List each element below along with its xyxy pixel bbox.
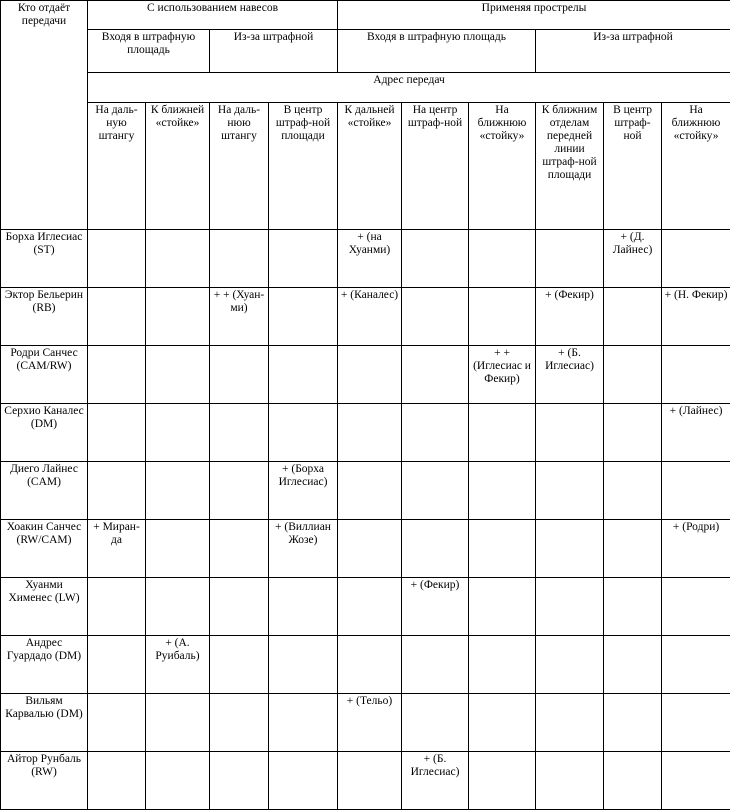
pass-cell — [269, 694, 338, 752]
table-row — [1, 288, 730, 346]
pass-cell: + (Б. Иглесиас) — [536, 346, 604, 404]
pass-cell — [210, 578, 269, 636]
pass-cell — [536, 230, 604, 288]
pass-cell — [146, 694, 210, 752]
pass-cell — [88, 694, 146, 752]
table-row — [1, 578, 730, 636]
table-row — [1, 230, 730, 288]
pass-cell — [604, 636, 662, 694]
pass-cell — [402, 346, 469, 404]
table-row — [1, 520, 730, 578]
pass-cell — [604, 462, 662, 520]
pass-cell: + (на Хуанми) — [338, 230, 402, 288]
pass-cell — [402, 404, 469, 462]
header-who: Кто отдаёт передачи — [1, 1, 88, 230]
pass-cell — [662, 578, 730, 636]
table-row — [1, 404, 730, 462]
pass-cell — [146, 346, 210, 404]
pass-cell: + (Тельо) — [338, 694, 402, 752]
pass-cell — [536, 462, 604, 520]
header-cross-outside: Из-за штрафной — [210, 30, 338, 73]
pass-cell — [338, 520, 402, 578]
pass-cell: + + (Иглесиас и Фекир) — [469, 346, 536, 404]
pass-cell — [469, 404, 536, 462]
pass-cell — [210, 636, 269, 694]
pass-cell — [469, 636, 536, 694]
pass-cell — [604, 288, 662, 346]
column-header: В центр штраф-ной — [604, 103, 662, 230]
player-name: Вильям Карвалью (DM) — [1, 694, 88, 752]
player-name: Андрес Гуардадо (DM) — [1, 636, 88, 694]
pass-cell: + (А. Руибаль) — [146, 636, 210, 694]
pass-cell — [662, 230, 730, 288]
pass-cell — [88, 578, 146, 636]
player-name: Диего Лайнес (CAM) — [1, 462, 88, 520]
player-name: Родри Санчес (CAM/RW) — [1, 346, 88, 404]
player-name: Серхио Каналес (DM) — [1, 404, 88, 462]
header-through-outside: Из-за штрафной — [536, 30, 730, 73]
pass-cell: + (Фекир) — [402, 578, 469, 636]
pass-cell — [536, 694, 604, 752]
pass-cell: + Миран-да — [88, 520, 146, 578]
pass-cell — [269, 288, 338, 346]
table-row — [1, 694, 730, 752]
pass-cell — [402, 636, 469, 694]
pass-cell — [210, 462, 269, 520]
pass-cell: + (Борха Иглесиас) — [269, 462, 338, 520]
pass-cell: + (Каналес) — [338, 288, 402, 346]
pass-cell — [402, 230, 469, 288]
pass-cell — [536, 636, 604, 694]
pass-cell — [146, 520, 210, 578]
table-row — [1, 346, 730, 404]
pass-cell: + (Родри) — [662, 520, 730, 578]
column-header: На центр штраф-ной — [402, 103, 469, 230]
pass-cell — [662, 346, 730, 404]
pass-cell — [146, 288, 210, 346]
column-header: На даль-ную штангу — [88, 103, 146, 230]
header-address: Адрес передач — [88, 73, 730, 103]
pass-cell: + (Фекир) — [536, 288, 604, 346]
table-body — [1, 230, 730, 810]
pass-cell — [402, 520, 469, 578]
pass-cell — [604, 520, 662, 578]
pass-cell: + (Виллиан Жозе) — [269, 520, 338, 578]
pass-cell — [88, 404, 146, 462]
header-crosses: С использованием навесов — [88, 1, 338, 30]
pass-cell — [604, 346, 662, 404]
pass-cell — [469, 520, 536, 578]
header-through-in-box: Входя в штрафную площадь — [338, 30, 536, 73]
pass-cell — [210, 404, 269, 462]
pass-cell — [146, 404, 210, 462]
pass-cell — [338, 346, 402, 404]
pass-cell — [338, 462, 402, 520]
pass-cell — [338, 578, 402, 636]
pass-cell — [604, 578, 662, 636]
pass-cell — [269, 404, 338, 462]
pass-cell — [662, 694, 730, 752]
player-name: Борха Иглесиас (ST) — [1, 230, 88, 288]
pass-cell: + (Б. Иглесиас) — [402, 752, 469, 810]
column-header: К ближним отделам передней линии штраф-ной площади — [536, 103, 604, 230]
pass-cell — [604, 694, 662, 752]
pass-cell — [269, 636, 338, 694]
pass-cell — [469, 230, 536, 288]
pass-cell — [402, 288, 469, 346]
pass-cell — [662, 636, 730, 694]
pass-cell — [604, 404, 662, 462]
pass-cell — [88, 636, 146, 694]
column-header: К дальней «стойке» — [338, 103, 402, 230]
pass-cell — [269, 578, 338, 636]
pass-cell — [88, 462, 146, 520]
table-row — [1, 636, 730, 694]
pass-cell — [536, 520, 604, 578]
column-header: К ближней «стойке» — [146, 103, 210, 230]
column-header: На ближнюю «стойку» — [662, 103, 730, 230]
pass-cell: + (Лайнес) — [662, 404, 730, 462]
pass-cell — [210, 520, 269, 578]
pass-cell: + + (Хуан-ми) — [210, 288, 269, 346]
pass-cell — [536, 404, 604, 462]
table-row — [1, 462, 730, 520]
pass-cell — [88, 230, 146, 288]
pass-cell — [469, 288, 536, 346]
pass-cell — [469, 462, 536, 520]
pass-cell — [210, 230, 269, 288]
pass-cell — [146, 578, 210, 636]
pass-cell: + (Д. Лайнес) — [604, 230, 662, 288]
pass-cell — [402, 694, 469, 752]
pass-cell — [402, 462, 469, 520]
column-header: На даль-нюю штангу — [210, 103, 269, 230]
pass-cell — [269, 230, 338, 288]
pass-cell — [146, 462, 210, 520]
pass-cell: + (Н. Фекир) — [662, 288, 730, 346]
player-name: Эктор Бельерин (RB) — [1, 288, 88, 346]
column-header: В центр штраф-ной площади — [269, 103, 338, 230]
pass-cell — [536, 578, 604, 636]
pass-cell — [469, 694, 536, 752]
pass-cell — [338, 404, 402, 462]
pass-cell — [338, 636, 402, 694]
player-name: Хоакин Санчес (RW/CAM) — [1, 520, 88, 578]
pass-cell — [146, 230, 210, 288]
header-cross-in-box: Входя в штрафную площадь — [88, 30, 210, 73]
pass-cell — [469, 578, 536, 636]
pass-cell — [662, 462, 730, 520]
column-header: На ближнюю «стойку» — [469, 103, 536, 230]
pass-cell — [210, 694, 269, 752]
pass-cell — [210, 346, 269, 404]
player-name: Айтор Рунбаль (RW) — [1, 752, 88, 810]
player-name: Хуанми Хименес (LW) — [1, 578, 88, 636]
pass-cell — [88, 288, 146, 346]
pass-cell — [88, 346, 146, 404]
pass-cell — [269, 346, 338, 404]
header-throughballs: Применяя прострелы — [338, 1, 730, 30]
